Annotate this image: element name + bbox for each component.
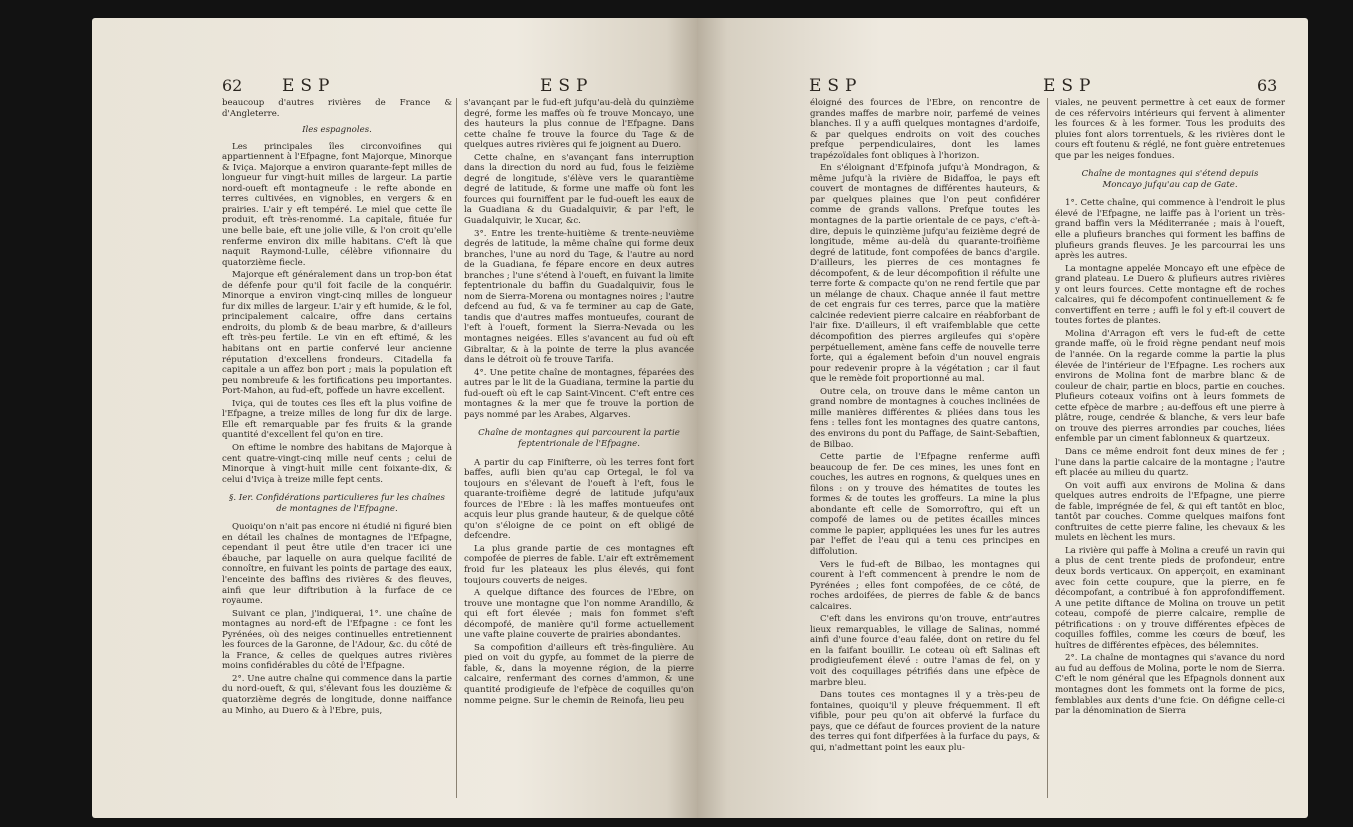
paragraph: Majorque eft généralement dans un trop-bon état de défenfe pour qu'il foit facile de la conquérir. Minorque a environ vingt-cinq milles de longueur fur dix milles de largeur. L'air y eft humide, & le fol, principalement calcaire, offre dans certains endroits, du plomb & de beau marbre, & d'ailleurs eft très-peu fertile. Le vin en eft eftimé, & les habitans ont en partie confervé leur ancienne réputation d'excellens frondeurs. Citadella fa capitale a un affez bon port ; mais la population eft peu nombreufe & les fortifications peu importantes. Port-Mahon, au fud-eft, poffede un havre excellent.: [222, 270, 452, 397]
paragraph: Vers le fud-eft de Bilbao, les montagnes qui courent à l'eft commencent à prendre le nom de Pyrénées ; elles font compofées, de ce côté, de roches ardoifées, de pierres de fable & de bancs calcaires.: [810, 559, 1040, 612]
right-column-2: [1055, 98, 1285, 719]
paragraph: Sa compofition d'ailleurs eft très-fingulière. Au pied on voit du gypfe, au fommet de la pierre de fable, &, dans la moyenne région, de la pierre calcaire, renfermant des cornes d'ammon, & une quantité prodigieufe de l'efpèce de coquilles qu'on nomme peigne. Sur le chemin de Reinofa, lieu peu: [464, 642, 694, 706]
paragraph: C'eft dans les environs qu'on trouve, entr'autres lieux remarquables, le village de Salinas, nommé ainfi d'une fource d'eau falée, dont on retire du fel en la faifant bouillir. Le coteau où eft Salinas eft prodigieufement élevé : outre l'amas de fel, on y voit des coquillages pétrifiés dans une efpèce de marbre bleu.: [810, 614, 1040, 688]
running-header-left-1: ESP: [282, 76, 336, 96]
paragraph: 1°. Cette chaîne, qui commence à l'endroit le plus élevé de l'Efpagne, ne laiffe pas à l'orient un très-grand baffin vers la Méditerranée ; mais à l'oueft, elle a plufieurs branches qui forment les baffins de plufieurs grands fleuves. Je les parcourrai les uns après les autres.: [1055, 198, 1285, 262]
section-heading: §. Ier. Confidérations particulieres fur les chaînes de montagnes de l'Efpagne.: [229, 493, 445, 514]
section-heading: Chaîne de montagnes qui parcourent la partie feptentrionale de l'Efpagne.: [478, 428, 680, 449]
paragraph: On voit auffi aux environs de Molina & dans quelques autres endroits de l'Efpagne, une pierre de fable, imprégnée de fel, & qui eft tantôt en bloc, tantôt par couches. Comme quelques maifons font conftruites de cette pierre faline, les chevaux & les mulets en lèchent les murs.: [1055, 480, 1285, 544]
running-header-right-2: ESP: [1043, 76, 1097, 96]
paragraph: Dans ce même endroit font deux mines de fer ; l'une dans la partie calcaire de la montagne ; l'autre eft placée au milieu du quartz.: [1055, 446, 1285, 479]
section-heading: Chaîne de montagnes qui s'étend depuis Moncayo jufqu'au cap de Gate.: [1081, 169, 1259, 190]
paragraph: La rivière qui paffe à Molina a creufé un ravin qui a plus de cent trente pieds de profondeur, entre deux bords verticaux. On apperçoit, en examinant avec foin cette coupure, que la pierre, en fe décompofant, a contribué à fon approfondiffement. A une petite diftance de Molina on trouve un petit coteau, compofé de pierre calcaire, remplie de pétrifications : on y trouve différentes efpèces de coquilles foffiles, comme les cœurs de bœuf, les huîtres de différentes efpèces, des bélemnites.: [1055, 545, 1285, 651]
paragraph: La plus grande partie de ces montagnes eft compofée de pierres de fable. L'air eft extrêmement froid fur les plateaux les plus élevés, qui font toujours couverts de neiges.: [464, 543, 694, 586]
paragraph: Dans toutes ces montagnes il y a très-peu de fontaines, quoiqu'il y pleuve fréquemment. Il eft vifible, pour peu qu'on ait obfervé la furface du pays, que ce défaut de fources provient de la nature des terres qui font difperfées à la furface du pays, & qui, n'admettant point les eaux plu-: [810, 690, 1040, 753]
paragraph: Cette chaîne, en s'avançant fans interruption dans la direction du nord au fud, fous le feizième degré de longitude, s'élève vers le quarantième degré de latitude, & forme une maffe où font les fources qui fourniffent par le fud-oueft les eaux de la Guadiana & du Guadalquivir, & par l'eft, le Guadalquivir, le Xucar, &c.: [464, 152, 694, 227]
paragraph: 3°. Entre les trente-huitième & trente-neuvième degrés de latitude, la même chaîne qui forme deux branches, l'une au nord du Tage, & l'autre au nord de la Guadiana, fe fépare encore en deux autres branches ; l'une s'étend à l'oueft, en fuivant la limite feptentrionale du baffin du Guadalquivir, fous le nom de Sierra-Morena ou montagnes noires ; l'autre defcend au fud, & va fe terminer au cap de Gate, tandis que d'autres maffes montueufes, courant de l'eft à l'oueft, forment la Sierra-Nevada ou les montagnes neigées. Elles s'avancent au fud où eft Gibraltar, & à la pointe de terre la plus avancée dans le détroit où fe trouve Tarifa.: [464, 228, 694, 366]
paragraph: A partir du cap Finifterre, où les terres font fort baffes, aufli bien qu'au cap Ortegal, le fol va toujours en s'élevant de l'oueft à l'eft, fous le quarante-troifième degré de latitude jufqu'aux fources de l'Ebre : là les maffes montueufes ont acquis leur plus grande hauteur, & de quelque côté qu'on s'éloigne de ce point on eft obligé de defcendre.: [464, 457, 694, 542]
paragraph: 2°. Une autre chaîne qui commence dans la partie du nord-oueft, & qui, s'élevant fous les douzième & quatorzième degrés de longitude, donne naiffance au Minho, au Duero & à l'Ebre, puis,: [222, 673, 452, 716]
paragraph: On eftime le nombre des habitans de Majorque à cent quatre-vingt-cinq mille neuf cents ; celui de Minorque à vingt-huit mille cent foixante-dix, & celui d'Iviça à treize mille fept cents.: [222, 442, 452, 485]
left-column-2: [464, 98, 694, 708]
column-divider: [456, 98, 457, 798]
paragraph: En s'éloignant d'Efpinofa jufqu'à Mondragon, & même jufqu'à la rivière de Bidaffoa, le pays eft couvert de montagnes de différentes hauteurs, & par quelques plaines que l'on peut confidérer comme de grands vallons. Prefque toutes les montagnes de la partie orientale de ce pays, c'eft-à-dire, depuis le quinzième jufqu'au feizième degré de longitude, même au-delà du quarante-troifième degré de latitude, font compofées de bancs d'argile. D'ailleurs, les pierres de ces montagnes fe décompofent, & de leur décompofition il réfulte une terre forte & compacte qu'on ne rend fertile que par un mélange de chaux. Chaque année il faut mettre de cet engrais fur ces terres, parce que la matière calcinée redevient pierre calcaire en réabforbant de l'air fixe. D'ailleurs, il eft vraifemblable que cette décompofition des pierres argileufes qui s'opère perpétuellement, amène fans ceffe de nouvelle terre forte, qui a également befoin d'un nouvel engrais pour redevenir propre à la végétation ; car il faut que le remède foit proportionné au mal.: [810, 163, 1040, 385]
paragraph: Outre cela, on trouve dans le même canton un grand nombre de montagnes à couches inclinées de mille manières différentes & pliées dans tous les fens : telles font les montagnes des quatre cantons, des environs du pont du Paffage, de Saint-Sebaftien, de Bilbao.: [810, 386, 1040, 450]
paragraph: Quoiqu'on n'ait pas encore ni étudié ni figuré bien en détail les chaînes de montagnes de l'Efpagne, cependant il peut être utile d'en tracer ici une ébauche, par laquelle on aura quelque facilité de connoître, en fuivant les points de partage des eaux, l'enceinte des baffins des rivières & des fleuves, ainfi que leur diftribution à la furface de ce royaume.: [222, 522, 452, 607]
page-number-right: 63: [1257, 76, 1278, 95]
paragraph: A quelque diftance des fources de l'Ebre, on trouve une montagne que l'on nomme Arandillo, & qui eft fort élevée ; mais fon fommet s'eft décompofé, de manière qu'il forme actuellement une vafte plaine couverte de prairies abondantes.: [464, 588, 694, 641]
left-page: [92, 18, 697, 818]
section-heading: Iles espagnoles.: [302, 125, 372, 136]
paragraph: La montagne appelée Moncayo eft une efpèce de grand plateau. Le Duero & plufieurs autres rivières y ont leurs fources. Cette montagne eft de roches calcaires, qui fe décompofent continuellement & fe convertiffent en terre ; auffi le fol y eft-il couvert de toutes fortes de plantes.: [1055, 263, 1285, 327]
paragraph: Molina d'Arragon eft vers le fud-eft de cette grande maffe, où le froid règne pendant neuf mois de l'année. On la regarde comme la partie la plus élevée de l'intérieur de l'Efpagne. Les rochers aux environs de Molina font de marbre blanc & de couleur de chair, partie en blocs, partie en couches. Plufieurs coteaux voifins ont à leurs fommets de cette efpèce de marbre ; au-deffous eft une pierre à plâtre, rouge, cendrée & blanche, & vers leur bafe on trouve des pierres arrondies par couches, liées enfemble par un ciment fablonneux & quartzeux.: [1055, 328, 1285, 445]
running-header-left-2: ESP: [540, 76, 594, 96]
paragraph: Suivant ce plan, j'indiquerai, 1°. une chaîne de montagnes au nord-eft de l'Efpagne : ce font les Pyrénées, où des neiges continuelles entretiennent les fources de la Garonne, de l'Adour, &c. du côté de la France, & celles de quelques autres rivières moins confidérables du côté de l'Efpagne.: [222, 608, 452, 672]
right-column-1: [810, 98, 1040, 755]
paragraph: 2°. La chaîne de montagnes qui s'avance du nord au fud au deffous de Molina, porte le nom de Sierra. C'eft le nom général que les Efpagnols donnent aux montagnes dont les fommets ont la forme de pics, femblables aux dents d'une fcie. On défigne celle-ci par la dénomination de Sierra: [1055, 653, 1285, 717]
paragraph: s'avançant par le fud-eft jufqu'au-delà du quinzième degré, forme les maffes où fe trouve Moncayo, une des hauteurs la plus connue de l'Efpagne. Dans cette chaîne fe trouve la fource du Tage & de quelques autres rivières qui fe joignent au Duero.: [464, 98, 694, 151]
right-page: [697, 18, 1308, 818]
paragraph: beaucoup d'autres rivières de France & d'Angleterre.: [222, 98, 452, 119]
column-divider: [1047, 98, 1048, 798]
paragraph: Iviça, qui de toutes ces îles eft la plus voifine de l'Efpagne, a treize milles de long fur dix de large. Elle eft remarquable par fes fruits & la grande quantité d'excellent fel qu'on en tire.: [222, 398, 452, 441]
page-number-left: 62: [222, 76, 243, 95]
left-column-1: [222, 98, 452, 718]
paragraph: viales, ne peuvent permettre à cet eaux de former de ces réfervoirs intérieurs qui fervent à alimenter les fources & à les former. Tous les produits des pluies font alors torrentuels, & les rivières dont le cours eft foutenu & réglé, ne font guère entretenues que par les neiges fondues.: [1055, 98, 1285, 161]
paragraph: Cette partie de l'Efpagne renferme auffi beaucoup de fer. De ces mines, les unes font en couches, les autres en rognons, & quelques unes en filons : on y trouve des hématites de toutes les formes & de toutes les groffeurs. La mine la plus abondante eft celle de Somorroftro, qui eft un compofé de lames ou de petites écailles minces comme le papier, appliquées les unes fur les autres par l'effet de l'eau qui a tenu ces principes en diffolution.: [810, 452, 1040, 557]
paragraph: éloigné des fources de l'Ebre, on rencontre de grandes maffes de marbre noir, parfemé de veines blanches. Il y a auffi quelques montagnes d'ardoife, & par quelques endroits on voit des couches prefque perpendiculaires, dont les lames trapézoïdales font obliques à l'horizon.: [810, 98, 1040, 161]
running-header-right-1: ESP: [809, 76, 863, 96]
open-book: [92, 10, 1308, 822]
paragraph: 4°. Une petite chaîne de montagnes, féparées des autres par le lit de la Guadiana, termine la partie du fud-oueft où eft le cap Saint-Vincent. C'eft entre ces montagnes & la mer que fe trouve la portion de pays nommé par les Arabes, Algarves.: [464, 367, 694, 420]
paragraph: Les principales îles circonvoifines qui appartiennent à l'Efpagne, font Majorque, Minorque & Iviça. Majorque a environ quarante-fept milles de longueur fur vingt-huit milles de largeur. La partie nord-oueft eft montagneufe : le refte abonde en terres cultivées, en vignobles, en vergers & en prairies. L'air y eft tempéré. Le miel que cette île produit, eft très-renommé. La capitale, fituée fur une belle baie, eft une jolie ville, & l'on croit qu'elle renferme environ dix mille habitans. C'eft là que naquit Raymond-Lulle, célèbre vifionnaire du quatorzième fiecle.: [222, 141, 452, 268]
